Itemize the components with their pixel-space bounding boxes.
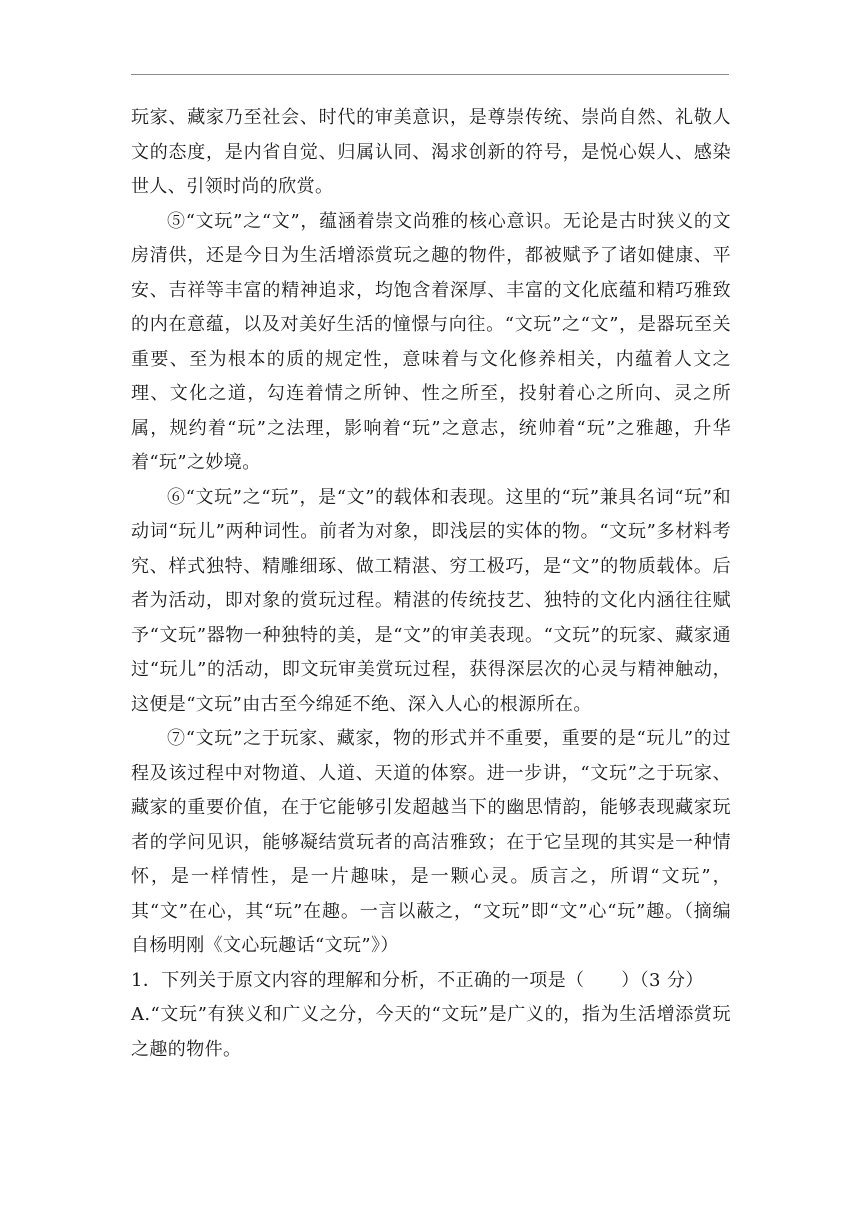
paragraph-4-continued: 玩家、藏家乃至社会、时代的审美意识，是尊崇传统、崇尚自然、礼敬人文的态度，是内省自觉、归属认同、渴求创新的符号，是悦心娱人、感染世人、引领时尚的欣赏。 [131, 107, 731, 197]
question-1-stem: 1．下列关于原文内容的理解和分析，不正确的一项是（ ）（3 分） [131, 969, 704, 991]
paragraph-7: ⑦“文玩”之于玩家、藏家，物的形式并不重要，重要的是“玩儿”的过程及该过程中对物道、人道、天道的体察。进一步讲，“文玩”之于玩家、藏家的重要价值，在于它能够引发超越当下的幽思情韵，能够表现藏家玩者的学问见识，能够凝结赏玩者的高洁雅致；在于它呈现的其实是一种情怀，是一样情性，是一片趣味，是一颗心灵。质言之，所谓“文玩”，其“文”在心，其“玩”在趣。一言以蔽之，“文玩”即“文”心“玩”趣。（摘编自杨明刚《文心玩趣话“文玩”》） [131, 728, 731, 956]
paragraph-5: ⑤“文玩”之“文”，蕴涵着崇文尚雅的核心意识。无论是古时狭义的文房清供，还是今日为生活增添赏玩之趣的物件，都被赋予了诸如健康、平安、吉祥等丰富的精神追求，均饱含着深厚、丰富的文化底蕴和精巧雅致的内在意蕴，以及对美好生活的憧憬与向往。“文玩”之“文”，是器玩至关重要、至为根本的质的规定性，意味着与文化修养相关，内蕴着人文之理、文化之道，勾连着情之所钟、性之所至，投射着心之所向、灵之所属，规约着“玩”之法理，影响着“玩”之意志，统帅着“玩”之雅趣，升华着“玩”之妙境。 [131, 210, 731, 473]
header-divider [131, 74, 729, 75]
paragraph-6: ⑥“文玩”之“玩”，是“文”的载体和表现。这里的“玩”兼具名词“玩”和动词“玩儿”两种词性。前者为对象，即浅层的实体的物。“文玩”多材料考究、样式独特、精雕细琢、做工精湛、穷工极巧，是“文”的物质载体。后者为活动，即对象的赏玩过程。精湛的传统技艺、独特的文化内涵往往赋予“文玩”器物一种独特的美，是“文”的审美表现。“文玩”的玩家、藏家通过“玩儿”的活动，即文玩审美赏玩过程，获得深层次的心灵与精神触动，这便是“文玩”由古至今绵延不绝、深入人心的根源所在。 [131, 486, 731, 715]
question-1-option-a: A.“文玩”有狭义和广义之分，今天的“文玩”是广义的，指为生活增添赏玩之趣的物件。 [131, 1004, 731, 1060]
article-body [131, 101, 731, 1067]
